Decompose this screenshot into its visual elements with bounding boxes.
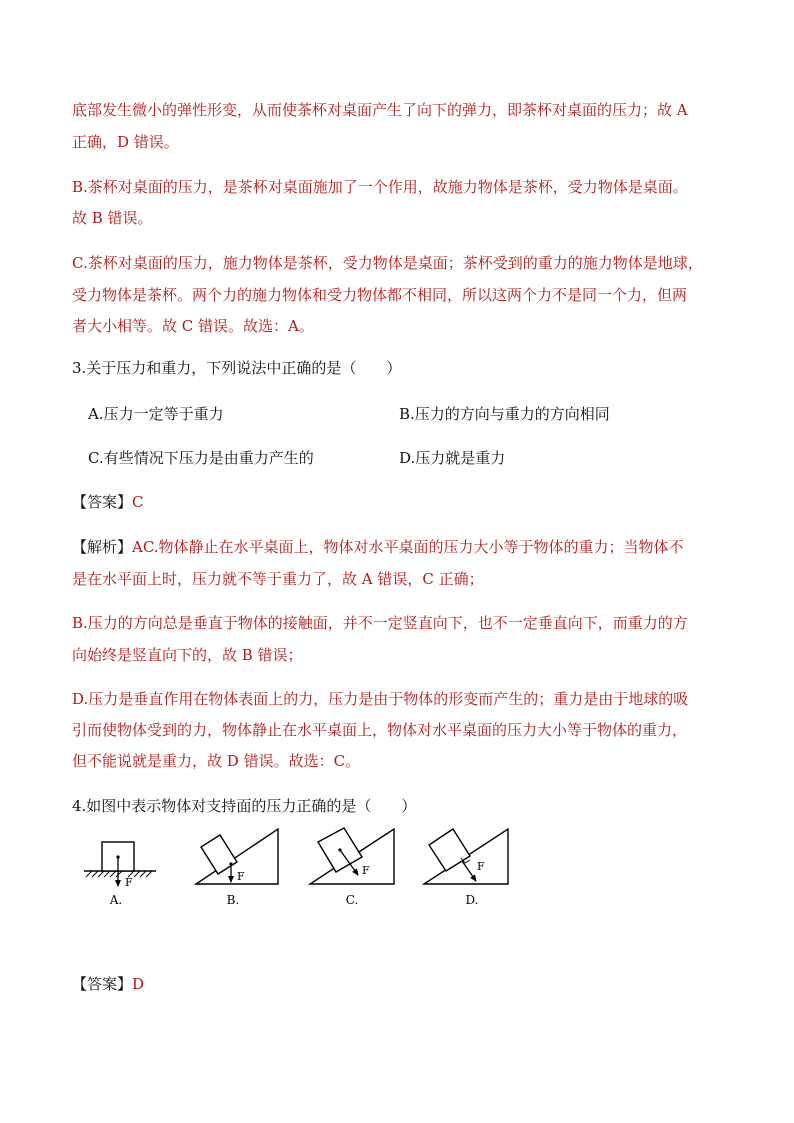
question-3-option-c: C.有些情况下压力是由重力产生的 [88,449,314,467]
force-label: F [362,864,370,877]
explain-text-line: D.压力是垂直作用在物体表面上的力，压力是由于物体的形变而产生的；重力是由于地球的吸 [72,690,689,708]
force-label: F [237,870,245,883]
explain-text-line: 向始终是竖直向下的，故 B 错误； [72,646,303,664]
explain-text-line: 受力物体是茶杯。两个力的施力物体和受力物体都不相同，所以这两个力不是同一个力，但两 [72,286,688,304]
question-3-option-a: A.压力一定等于重力 [88,405,224,423]
question-3-stem: 3.关于压力和重力，下列说法中正确的是（ ） [72,359,402,377]
figure-d [424,829,508,907]
explain-text-line: B.茶杯对桌面的压力，是茶杯对桌面施加了一个作用，故施力物体是茶杯，受力物体是桌面。 [72,178,688,196]
explain-text-line: 正确，D 错误。 [72,133,179,151]
question-4-answer [72,974,144,994]
figure-b-label: B. [226,893,240,907]
question-3-explain [72,537,684,557]
explain-text-line: 故 B 错误。 [72,209,153,227]
explain-text-line: 底部发生微小的弹性形变，从而使茶杯对桌面产生了向下的弹力，即茶杯对桌面的压力；故 A [72,101,688,119]
explain-label: 【解析】 [72,538,133,556]
explain-text-line: 但不能说就是重力，故 D 错误。故选：C。 [72,752,361,770]
question-3-option-d: D.压力就是重力 [399,449,506,467]
figure-d-label: D. [465,893,479,907]
force-label: F [477,860,485,873]
explain-text-line: C.茶杯对桌面的压力，施力物体是茶杯，受力物体是桌面；茶杯受到的重力的施力物体是地球， [72,254,703,272]
explain-text-line: 引而使物体受到的力，物体静止在水平桌面上，物体对水平桌面的压力大小等于物体的重力， [72,721,688,739]
question-3-option-b: B.压力的方向与重力的方向相同 [399,405,610,423]
question-3-answer [72,492,144,512]
figure-c [310,828,394,907]
answer-label: 【答案】 [72,493,133,511]
question-4-figure [78,822,518,912]
explain-text-line: 是在水平面上时，压力就不等于重力了，故 A 错误，C 正确； [72,570,484,588]
figure-b [196,829,278,907]
figure-a-label: A. [109,893,123,907]
answer-value: C [132,493,144,511]
question-4-stem: 4.如图中表示物体对支持面的压力正确的是（ ） [72,797,417,815]
explain-text-line: B.压力的方向总是垂直于物体的接触面，并不一定竖直向下，也不一定垂直向下，而重力的方 [72,614,688,632]
answer-value: D [132,975,145,993]
explain-text: AC.物体静止在水平桌面上，物体对水平桌面的压力大小等于物体的重力；当物体不 [132,538,684,556]
figure-c-label: C. [345,893,359,907]
explain-text-line: 者大小相等。故 C 错误。故选：A。 [72,317,314,335]
figure-a [84,842,156,907]
answer-label: 【答案】 [72,975,133,993]
force-label: F [125,876,133,889]
